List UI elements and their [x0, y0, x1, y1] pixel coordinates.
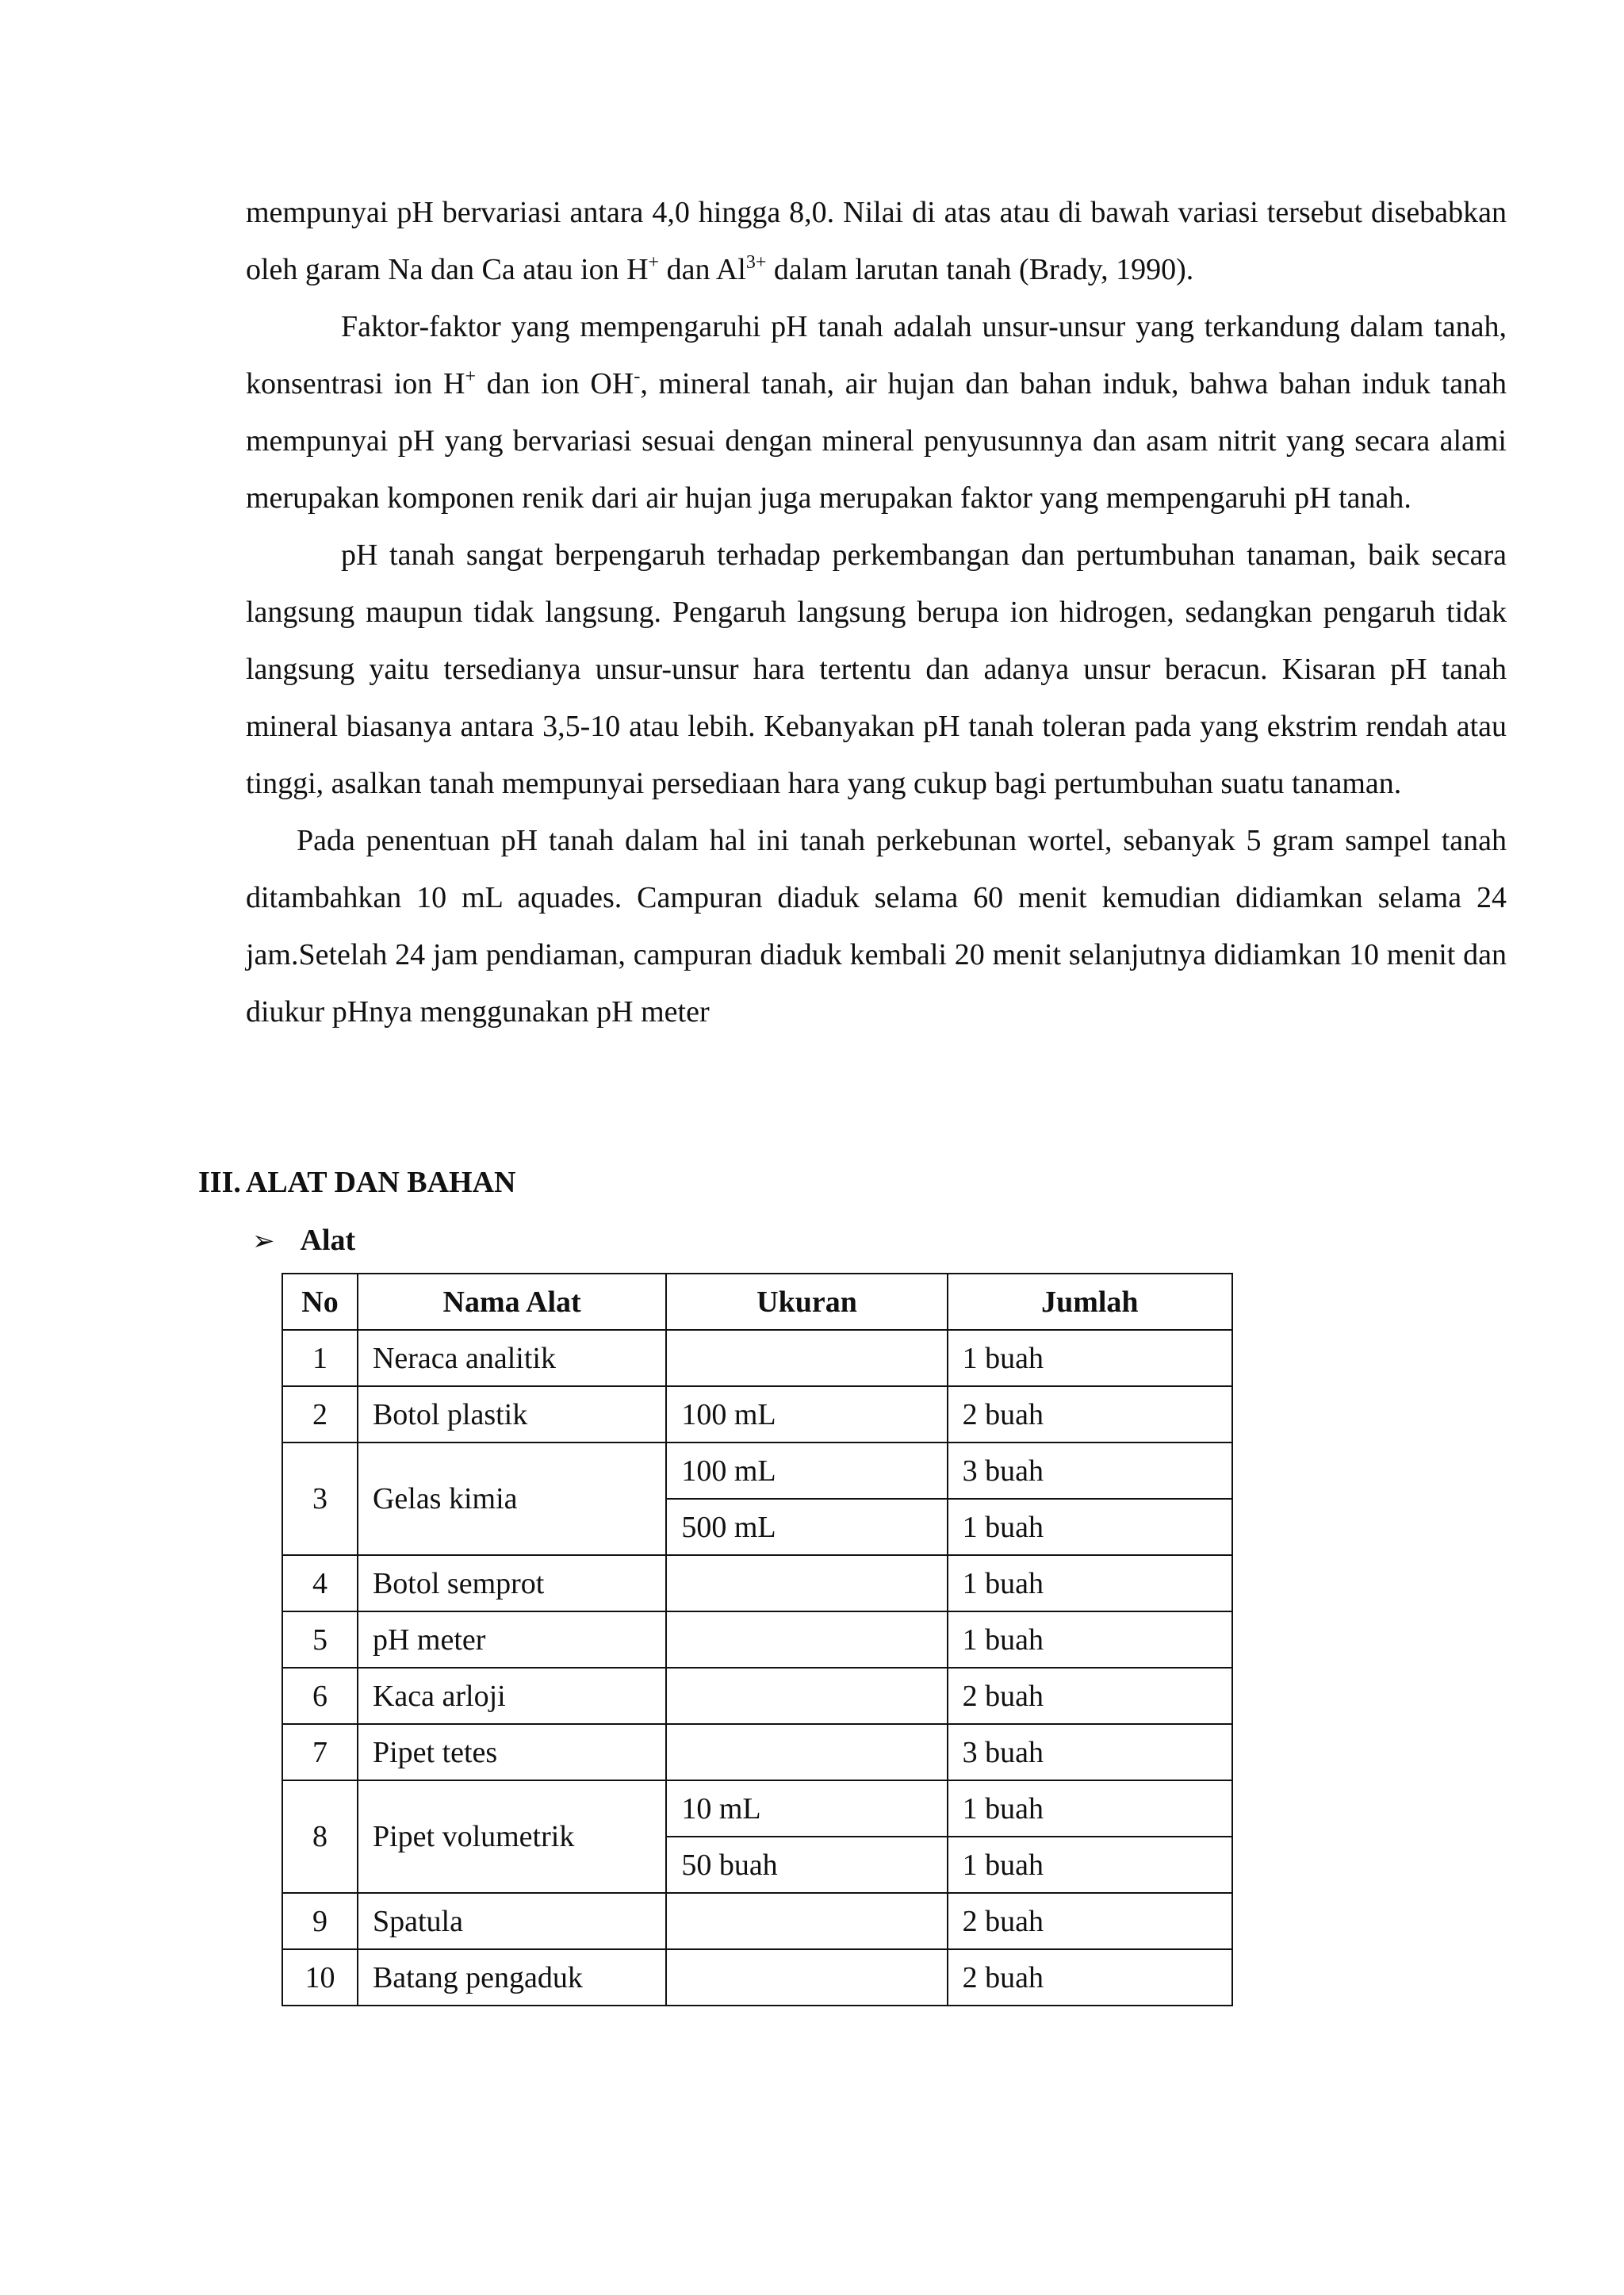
cell-size	[666, 1611, 947, 1668]
cell-no: 10	[282, 1949, 358, 2006]
cell-name: pH meter	[358, 1611, 666, 1668]
cell-name: Batang pengaduk	[358, 1949, 666, 2006]
cell-qty: 2 buah	[948, 1893, 1232, 1949]
superscript-charge: -	[634, 366, 641, 387]
section-heading	[198, 1154, 516, 1211]
paragraph-text: mempunyai pH bervariasi antara 4,0 hingga 8,0. Nilai di atas atau di bawah variasi tersebut disebabkan oleh garam Na dan Ca atau ion H	[246, 196, 1507, 286]
cell-size	[666, 1668, 947, 1724]
cell-qty: 2 buah	[948, 1668, 1232, 1724]
table-header-row	[282, 1274, 1232, 1330]
cell-qty: 1 buah	[948, 1837, 1232, 1893]
cell-no: 2	[282, 1386, 358, 1443]
cell-qty: 1 buah	[948, 1499, 1232, 1555]
cell-name: Botol semprot	[358, 1555, 666, 1611]
cell-size	[666, 1893, 947, 1949]
paragraph-ph-range	[246, 184, 1507, 298]
cell-name: Spatula	[358, 1893, 666, 1949]
header-size: Ukuran	[666, 1274, 947, 1330]
paragraph-factors	[246, 298, 1507, 527]
cell-size: 500 mL	[666, 1499, 947, 1555]
cell-no: 1	[282, 1330, 358, 1386]
cell-size: 50 buah	[666, 1837, 947, 1893]
cell-size	[666, 1555, 947, 1611]
cell-no: 5	[282, 1611, 358, 1668]
table-row	[282, 1386, 1232, 1443]
body-text	[246, 184, 1507, 1040]
table-row	[282, 1780, 1232, 1837]
header-no: No	[282, 1274, 358, 1330]
cell-no: 4	[282, 1555, 358, 1611]
cell-name: Pipet tetes	[358, 1724, 666, 1780]
cell-name: Neraca analitik	[358, 1330, 666, 1386]
cell-name: Botol plastik	[358, 1386, 666, 1443]
cell-size: 10 mL	[666, 1780, 947, 1837]
cell-qty: 3 buah	[948, 1724, 1232, 1780]
subsection-heading	[252, 1212, 355, 1270]
header-name: Nama Alat	[358, 1274, 666, 1330]
header-qty: Jumlah	[948, 1274, 1232, 1330]
paragraph-text: , mineral tanah, air hujan dan bahan induk, bahwa bahan induk tanah mempunyai pH yang bervariasi sesuai dengan mineral penyusunnya dan asam nitrit yang secara alami merupakan komponen renik dari air hujan juga merupakan faktor yang mempengaruhi pH tanah.	[246, 367, 1507, 515]
cell-qty: 2 buah	[948, 1386, 1232, 1443]
superscript-charge: 3+	[745, 252, 767, 273]
equipment-table	[282, 1273, 1233, 2006]
table-row	[282, 1893, 1232, 1949]
cell-no: 8	[282, 1780, 358, 1893]
table-row	[282, 1724, 1232, 1780]
cell-name: Pipet volumetrik	[358, 1780, 666, 1893]
superscript-charge: +	[465, 366, 476, 387]
cell-qty: 1 buah	[948, 1611, 1232, 1668]
subsection-title: Alat	[300, 1224, 356, 1257]
cell-no: 3	[282, 1443, 358, 1555]
paragraph-text: dan ion OH	[475, 367, 634, 400]
table-body	[282, 1330, 1232, 2006]
table-row	[282, 1330, 1232, 1386]
paragraph-procedure: Pada penentuan pH tanah dalam hal ini tanah perkebunan wortel, sebanyak 5 gram sampel tanah ditambahkan 10 mL aquades. Campuran diaduk selama 60 menit kemudian didiamkan selama 24 jam.Setelah 24 jam pendiaman, campuran diaduk kembali 20 menit selanjutnya didiamkan 10 menit dan diukur pHnya menggunakan pH meter	[246, 824, 1507, 1029]
paragraph-text: dan Al	[659, 253, 746, 286]
superscript-charge: +	[648, 252, 660, 273]
cell-qty: 1 buah	[948, 1555, 1232, 1611]
cell-no: 9	[282, 1893, 358, 1949]
cell-no: 7	[282, 1724, 358, 1780]
section-number: III.	[198, 1166, 241, 1199]
cell-size	[666, 1330, 947, 1386]
paragraph-text: Faktor-faktor yang mempengaruhi pH tanah adalah unsur-unsur yang terkandung dalam tanah, konsentrasi ion H	[246, 310, 1507, 400]
cell-qty: 1 buah	[948, 1330, 1232, 1386]
cell-name: Gelas kimia	[358, 1443, 666, 1555]
cell-qty: 3 buah	[948, 1443, 1232, 1499]
cell-size: 100 mL	[666, 1386, 947, 1443]
table-row	[282, 1443, 1232, 1499]
cell-name: Kaca arloji	[358, 1668, 666, 1724]
arrow-bullet-icon: ➢	[252, 1225, 275, 1257]
table-row	[282, 1668, 1232, 1724]
cell-qty: 2 buah	[948, 1949, 1232, 2006]
cell-size	[666, 1724, 947, 1780]
cell-size	[666, 1949, 947, 2006]
cell-no: 6	[282, 1668, 358, 1724]
table-row	[282, 1555, 1232, 1611]
table-row	[282, 1611, 1232, 1668]
cell-qty: 1 buah	[948, 1780, 1232, 1837]
paragraph-text: dalam larutan tanah (Brady, 1990).	[766, 253, 1194, 286]
section-title: ALAT DAN BAHAN	[245, 1166, 516, 1199]
table-row	[282, 1949, 1232, 2006]
paragraph-plant-growth: pH tanah sangat berpengaruh terhadap perkembangan dan pertumbuhan tanaman, baik secara langsung maupun tidak langsung. Pengaruh langsung berupa ion hidrogen, sedangkan pengaruh tidak langsung yaitu tersedianya unsur-unsur hara tertentu dan adanya unsur beracun. Kisaran pH tanah mineral biasanya antara 3,5-10 atau lebih. Kebanyakan pH tanah toleran pada yang ekstrim rendah atau tinggi, asalkan tanah mempunyai persediaan hara yang cukup bagi pertumbuhan suatu tanaman.	[246, 538, 1507, 800]
cell-size: 100 mL	[666, 1443, 947, 1499]
